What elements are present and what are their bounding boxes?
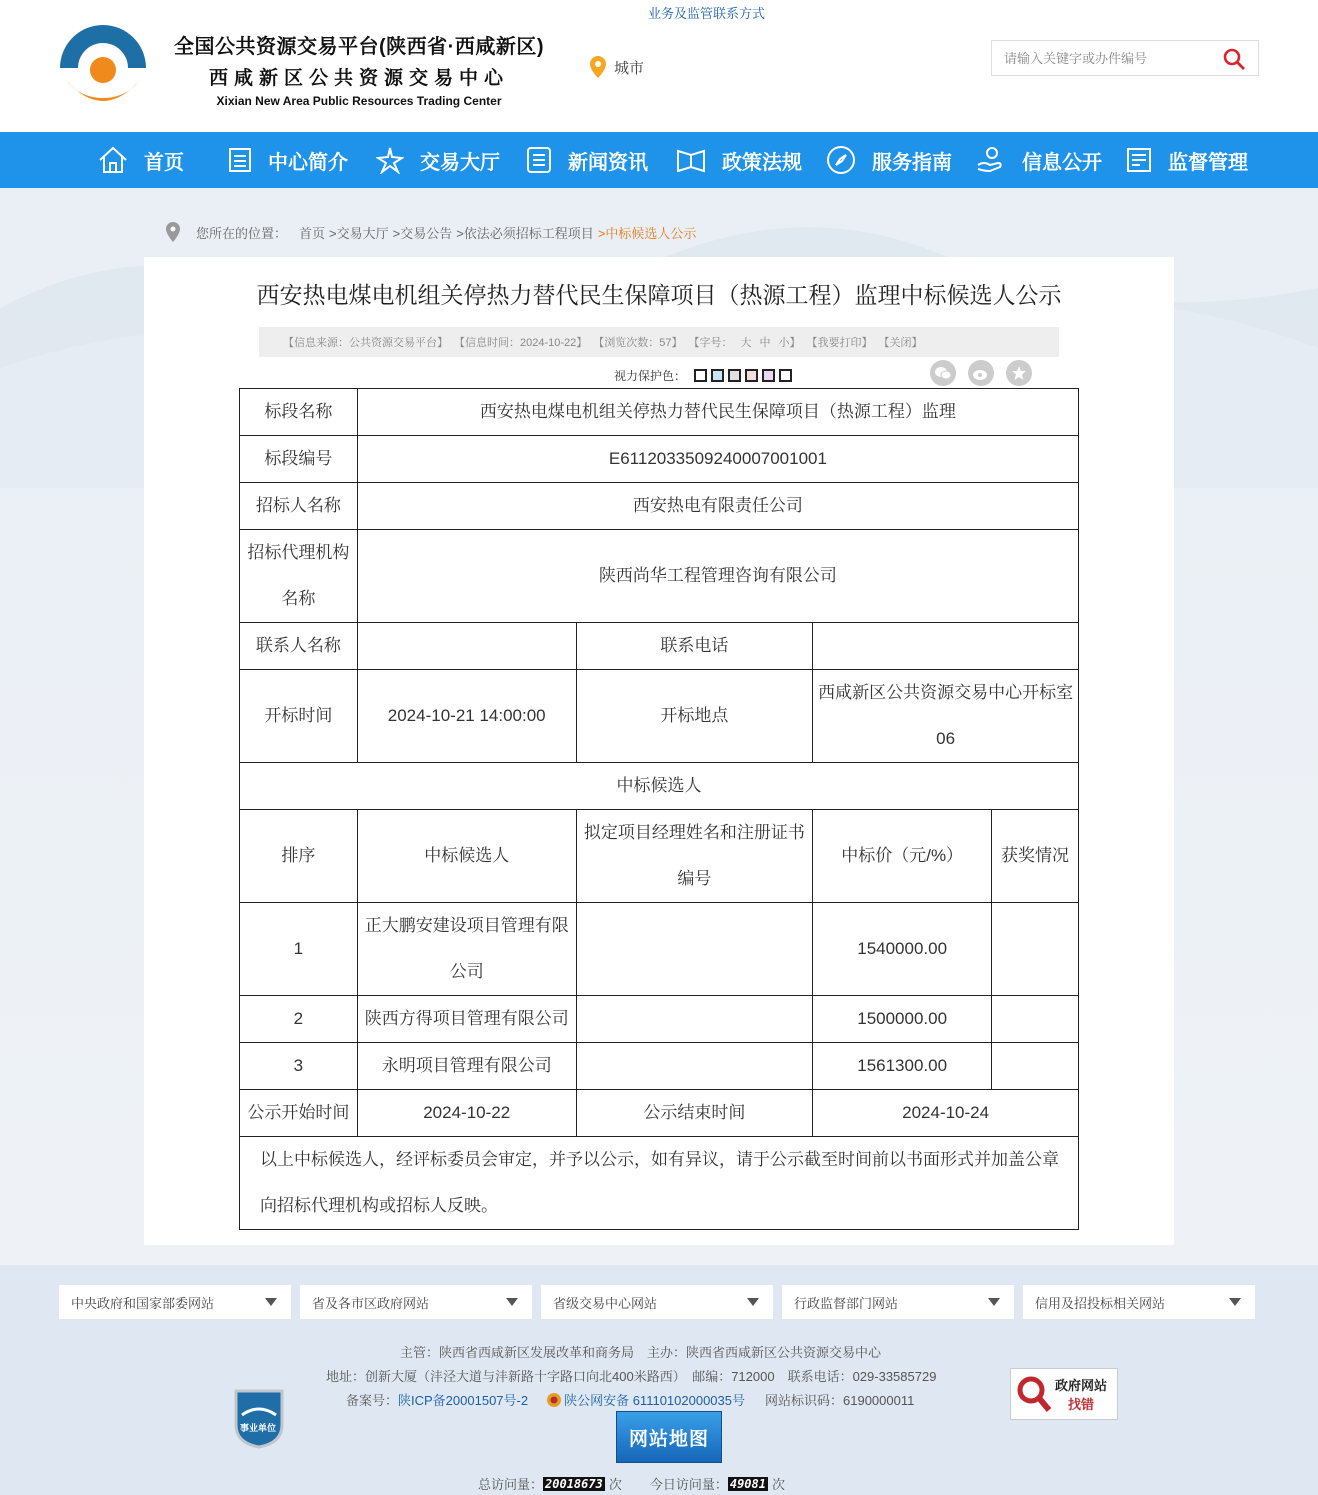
favorite-icon[interactable] <box>1006 360 1032 386</box>
site-logo <box>56 22 150 110</box>
col-manager: 拟定项目经理姓名和注册证书编号 <box>576 810 813 903</box>
color-swatch-default[interactable] <box>779 369 792 382</box>
report-error-label: 找错 <box>1068 1397 1095 1412</box>
search-box <box>991 40 1259 76</box>
breadcrumb-trading-hall[interactable]: >交易大厅 <box>329 225 389 241</box>
chevron-down-icon <box>265 1298 277 1306</box>
chevron-down-icon <box>988 1298 1000 1306</box>
institution-badge-label: 事业单位 <box>240 1423 277 1433</box>
location-pin-icon <box>590 56 606 78</box>
hand-icon <box>976 145 1006 175</box>
nav-label-service-guide: 服务指南 <box>872 151 952 174</box>
select-label: 信用及招投标相关网站 <box>1035 1295 1166 1311</box>
meta-font-label: 【字号： <box>688 337 733 349</box>
contact-link[interactable]: 业务及监管联系方式 <box>648 6 766 21</box>
table-row <box>240 483 1079 530</box>
table-row <box>240 623 1079 670</box>
footer-registration <box>346 1390 914 1409</box>
meta-views: 【浏览次数：57】 <box>593 337 683 349</box>
footer-sponsor: 主管：陕西省西咸新区发展改革和商务局 主办：陕西省西咸新区公共资源交易中心 <box>400 1345 882 1360</box>
table-row <box>240 530 1079 623</box>
color-swatch-purple[interactable] <box>762 369 775 382</box>
compass-icon <box>826 145 856 175</box>
font-size-medium[interactable]: 中 <box>759 337 771 349</box>
book-icon <box>676 147 706 173</box>
gov-site-label: 政府网站 <box>1055 1378 1108 1393</box>
city-selector[interactable] <box>590 56 644 78</box>
site-title-english: Xixian New Area Public Resources Trading Center <box>216 94 502 108</box>
nav-item-news[interactable] <box>526 132 648 188</box>
footer-address: 地址：创新大厦（沣泾大道与沣新路十字路口向北400米路西） 邮编：712000 联系电话：029-33585729 <box>326 1369 937 1384</box>
icp-label: 备案号： <box>346 1393 399 1408</box>
candidate-award <box>992 1043 1079 1090</box>
font-size-large[interactable]: 大 <box>740 337 752 349</box>
wechat-icon[interactable] <box>930 360 956 386</box>
clipboard-icon <box>1126 147 1152 173</box>
col-price: 中标价（元/%） <box>813 810 992 903</box>
contact-label: 联系人名称 <box>240 623 358 670</box>
breadcrumb-announcements[interactable]: >交易公告 <box>392 225 453 241</box>
section-no-label: 标段编号 <box>240 436 358 483</box>
candidate-rank: 1 <box>240 903 358 996</box>
site-id: 网站标识码：6190000011 <box>765 1393 915 1408</box>
candidate-name: 正大鹏安建设项目管理有限公司 <box>357 903 576 996</box>
search-icon[interactable] <box>1222 47 1246 71</box>
table-row <box>240 389 1079 436</box>
color-swatch-pink[interactable] <box>745 369 758 382</box>
table-row <box>240 670 1079 763</box>
candidates-header: 中标候选人 <box>240 763 1079 810</box>
magnifier-icon <box>1015 1374 1053 1414</box>
announcement-table <box>239 388 1079 1230</box>
tenderer-label: 招标人名称 <box>240 483 358 530</box>
article-panel <box>144 257 1174 1245</box>
candidate-name: 陕西方得项目管理有限公司 <box>357 996 576 1043</box>
nav-item-about[interactable] <box>228 132 348 188</box>
table-row <box>240 1137 1079 1230</box>
open-place-value: 西咸新区公共资源交易中心开标室06 <box>813 670 1079 763</box>
chevron-down-icon <box>1229 1298 1241 1306</box>
breadcrumb <box>166 222 700 242</box>
site-title-line1: 全国公共资源交易平台(陕西省·西咸新区) <box>174 36 544 58</box>
col-rank: 排序 <box>240 810 358 903</box>
phone-value <box>813 623 1079 670</box>
main-nav <box>0 132 1318 188</box>
table-row <box>240 810 1079 903</box>
document-icon <box>228 147 252 173</box>
select-provincial-gov[interactable] <box>300 1285 532 1319</box>
nav-label-about: 中心简介 <box>268 151 348 174</box>
sitemap-label: 网站地图 <box>628 1428 709 1450</box>
nav-item-trading-hall[interactable] <box>376 132 500 188</box>
nav-label-trading-hall: 交易大厅 <box>420 151 500 174</box>
select-supervision-dept[interactable] <box>782 1285 1014 1319</box>
police-badge-icon <box>546 1392 562 1408</box>
visit-counters <box>478 1474 785 1493</box>
nav-label-supervision: 监督管理 <box>1168 151 1248 174</box>
agency-value: 陕西尚华工程管理咨询有限公司 <box>357 530 1078 623</box>
nav-label-policy: 政策法规 <box>722 151 802 174</box>
col-award: 获奖情况 <box>992 810 1079 903</box>
share-buttons <box>930 360 1044 386</box>
candidate-price: 1561300.00 <box>813 1043 992 1090</box>
star-icon <box>376 146 404 174</box>
eye-protection-label: 视力保护色： <box>614 369 687 383</box>
nav-label-home: 首页 <box>144 151 184 174</box>
open-time-value: 2024-10-21 14:00:00 <box>357 670 576 763</box>
table-row <box>240 763 1079 810</box>
nav-item-policy[interactable] <box>676 132 802 188</box>
nav-item-service-guide[interactable] <box>826 132 952 188</box>
article-title: 西安热电煤电机组关停热力替代民生保障项目（热源工程）监理中标候选人公示 <box>256 282 1062 308</box>
color-swatch-white[interactable] <box>694 369 707 382</box>
select-label: 中央政府和国家部委网站 <box>71 1295 215 1311</box>
font-size-small[interactable]: 小】 <box>778 337 801 349</box>
close-link[interactable]: 【关闭】 <box>878 337 923 349</box>
nav-item-supervision[interactable] <box>1126 132 1248 188</box>
print-link[interactable]: 【我要打印】 <box>806 337 873 349</box>
notice-text <box>240 1137 1079 1230</box>
location-pin-icon <box>166 222 180 242</box>
institution-badge[interactable] <box>232 1385 286 1449</box>
select-central-gov[interactable] <box>59 1285 291 1319</box>
notice-content: 以上中标候选人，经评标委员会审定，并予以公示，如有异议，请于公示截至时间前以书面形式并加盖公章向招标代理机构或招标人反映。 <box>260 1150 1059 1215</box>
col-candidate: 中标候选人 <box>357 810 576 903</box>
weibo-icon[interactable] <box>968 360 994 386</box>
table-row <box>240 996 1079 1043</box>
select-label: 省级交易中心网站 <box>553 1295 658 1311</box>
shield-icon <box>232 1385 286 1449</box>
eye-protection-colors <box>614 367 792 384</box>
table-row <box>240 903 1079 996</box>
section-no-value: E6112033509240007001001 <box>357 436 1078 483</box>
nav-label-info-disclosure: 信息公开 <box>1022 151 1102 174</box>
candidate-manager <box>576 996 813 1043</box>
color-swatch-gray[interactable] <box>728 369 741 382</box>
candidate-rank: 3 <box>240 1043 358 1090</box>
chevron-down-icon <box>506 1298 518 1306</box>
today-visits-value: 49081 <box>729 1476 766 1491</box>
candidate-award <box>992 903 1079 996</box>
candidate-price: 1540000.00 <box>813 903 992 996</box>
gov-error-report-badge[interactable] <box>1010 1368 1118 1420</box>
candidate-award <box>992 996 1079 1043</box>
site-title-line2: 西咸新区公共资源交易中心 <box>208 68 509 89</box>
today-visits-label: 今日访问量： <box>649 1477 728 1492</box>
candidate-manager <box>576 903 813 996</box>
select-label: 省及各市区政府网站 <box>312 1295 430 1311</box>
pub-end-value: 2024-10-24 <box>813 1090 1079 1137</box>
select-label: 行政监督部门网站 <box>794 1295 899 1311</box>
pub-start-label: 公示开始时间 <box>240 1090 358 1137</box>
breadcrumb-prefix: 您所在的位置： <box>196 225 288 241</box>
table-row <box>240 1090 1079 1137</box>
meta-time: 【信息时间：2024-10-22】 <box>454 337 588 349</box>
contact-value <box>357 623 576 670</box>
total-visits-label: 总访问量： <box>478 1477 544 1492</box>
table-row <box>240 436 1079 483</box>
police-link[interactable]: 陕公网安备 61110102000035号 <box>564 1393 745 1408</box>
breadcrumb-home[interactable]: 首页 <box>299 225 326 241</box>
select-credit-bidding[interactable] <box>1023 1285 1255 1319</box>
city-label: 城市 <box>614 59 645 77</box>
site-footer <box>0 1265 1318 1495</box>
today-visits-unit: 次 <box>771 1477 785 1492</box>
breadcrumb-current: >中标候选人公示 <box>597 225 697 241</box>
candidate-rank: 2 <box>240 996 358 1043</box>
chevron-down-icon <box>747 1298 759 1306</box>
tenderer-value: 西安热电有限责任公司 <box>357 483 1078 530</box>
home-icon <box>98 146 128 174</box>
table-row <box>240 1043 1079 1090</box>
list-icon <box>526 146 552 174</box>
open-place-label: 开标地点 <box>576 670 813 763</box>
section-name-label: 标段名称 <box>240 389 358 436</box>
color-swatch-blue[interactable] <box>711 369 724 382</box>
open-time-label: 开标时间 <box>240 670 358 763</box>
nav-item-home[interactable] <box>98 132 184 188</box>
nav-item-info-disclosure[interactable] <box>976 132 1102 188</box>
total-visits-value: 20018673 <box>545 1476 603 1491</box>
site-header <box>0 0 1318 132</box>
section-name-value: 西安热电煤电机组关停热力替代民生保障项目（热源工程）监理 <box>357 389 1078 436</box>
nav-label-news: 新闻资讯 <box>568 151 648 174</box>
search-input[interactable] <box>992 41 1212 75</box>
site-title <box>152 30 566 108</box>
icp-link[interactable]: 陕ICP备20001507号-2 <box>398 1393 529 1408</box>
candidate-manager <box>576 1043 813 1090</box>
agency-label: 招标代理机构名称 <box>240 530 358 623</box>
pub-start-value: 2024-10-22 <box>357 1090 576 1137</box>
article-meta <box>259 327 1059 357</box>
candidate-price: 1500000.00 <box>813 996 992 1043</box>
phone-label: 联系电话 <box>576 623 813 670</box>
sitemap-button[interactable] <box>616 1411 722 1463</box>
meta-source: 【信息来源：公共资源交易平台】 <box>283 337 448 349</box>
pub-end-label: 公示结束时间 <box>576 1090 813 1137</box>
breadcrumb-engineering-projects[interactable]: >依法必须招标工程项目 <box>456 225 594 241</box>
total-visits-unit: 次 <box>608 1477 622 1492</box>
select-provincial-trading[interactable] <box>541 1285 773 1319</box>
candidate-name: 永明项目管理有限公司 <box>357 1043 576 1090</box>
